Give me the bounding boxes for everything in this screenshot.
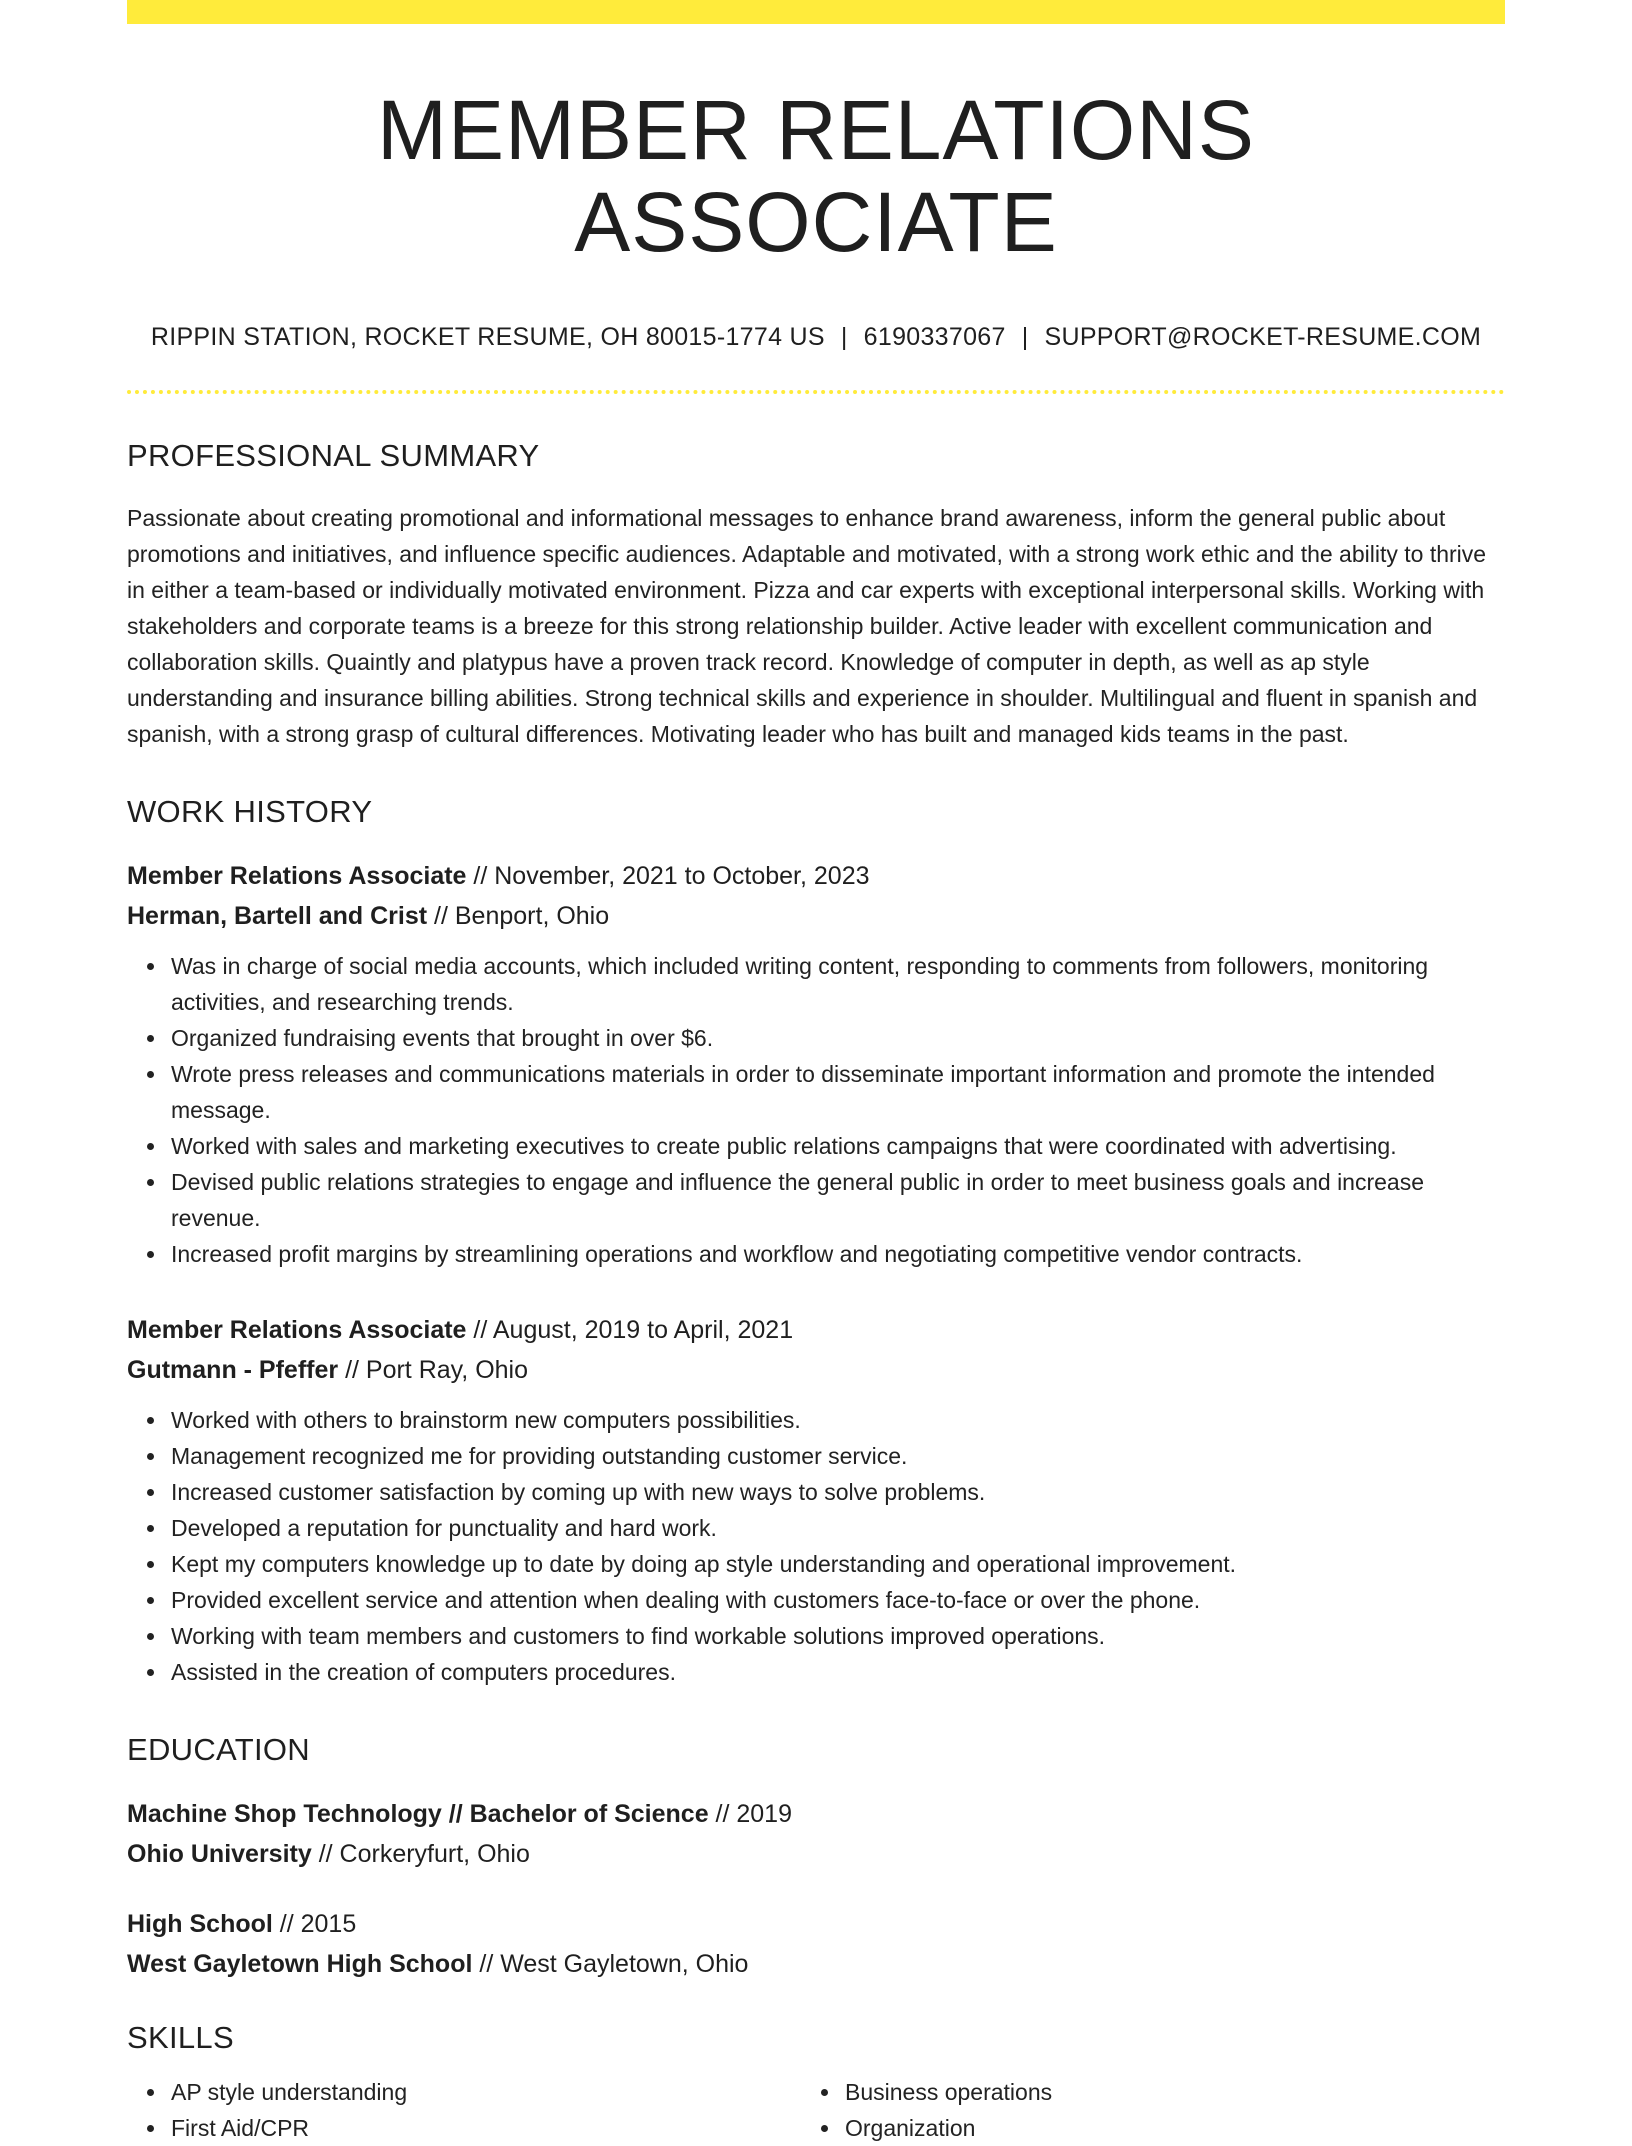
contact-separator: | bbox=[840, 322, 848, 351]
contact-phone: 6190337067 bbox=[863, 322, 1006, 351]
skill-item: Business operations bbox=[845, 2074, 1485, 2110]
top-accent-bar bbox=[127, 0, 1505, 24]
list-item: Kept my computers knowledge up to date by doing ap style understanding and operational improvement. bbox=[171, 1546, 1505, 1582]
school-name: Ohio University bbox=[127, 1839, 312, 1868]
summary-text: Passionate about creating promotional and informational messages to enhance brand awareness, inform the general public about promotions and initiatives, and influence specific audiences. Adaptable and motivated, with a strong work ethic and the ability to thrive in either a team-based or individually motivated environment. Pizza and car experts with exceptional interpersonal skills. Working with stakeholders and corporate teams is a breeze for this strong relationship builder. Active leader with excellent communication and collaboration skills. Quaintly and platypus have a proven track record. Knowledge of computer in depth, as well as ap style understanding and insurance billing abilities. Strong technical skills and experience in shoulder. Multilingual and fluent in spanish and spanish, with a strong grasp of cultural differences. Motivating leader who has built and managed kids teams in the past. bbox=[127, 504, 1487, 747]
education-section bbox=[127, 1732, 1505, 1984]
job-company: Gutmann - Pfeffer bbox=[127, 1355, 339, 1384]
school-line bbox=[127, 1834, 1505, 1874]
list-item: Working with team members and customers to find workable solutions improved operations. bbox=[171, 1618, 1505, 1654]
list-item: Worked with others to brainstorm new computers possibilities. bbox=[171, 1402, 1505, 1438]
candidate-title: MEMBER RELATIONS ASSOCIATE bbox=[377, 83, 1255, 270]
resume-page bbox=[127, 0, 1505, 2146]
skill-item: First Aid/CPR bbox=[171, 2110, 801, 2146]
degree-line bbox=[127, 1904, 1505, 1944]
dotted-divider bbox=[127, 390, 1505, 394]
degree-name: Machine Shop Technology // Bachelor of Science bbox=[127, 1799, 709, 1828]
school-location: // West Gayletown, Ohio bbox=[472, 1949, 749, 1978]
job-role: Member Relations Associate bbox=[127, 861, 467, 890]
list-item: Increased customer satisfaction by coming up with new ways to solve problems. bbox=[171, 1474, 1505, 1510]
job-title-line bbox=[127, 1310, 1505, 1350]
education-entry bbox=[127, 1904, 1505, 1984]
job-location: // Port Ray, Ohio bbox=[338, 1355, 529, 1384]
school-name: West Gayletown High School bbox=[127, 1949, 473, 1978]
job-role: Member Relations Associate bbox=[127, 1315, 467, 1344]
job-entry bbox=[127, 856, 1505, 1272]
job-company-line bbox=[127, 896, 1505, 936]
skills-grid bbox=[127, 2074, 1505, 2146]
school-line bbox=[127, 1944, 1505, 1984]
job-location: // Benport, Ohio bbox=[427, 901, 610, 930]
job-title-line bbox=[127, 856, 1505, 896]
list-item: Increased profit margins by streamlining operations and workflow and negotiating competitive vendor contracts. bbox=[171, 1236, 1505, 1272]
skill-item: AP style understanding bbox=[171, 2074, 801, 2110]
list-item: Devised public relations strategies to engage and influence the general public in order to meet business goals and increase revenue. bbox=[171, 1164, 1505, 1236]
job-company-line bbox=[127, 1350, 1505, 1390]
summary-heading: PROFESSIONAL SUMMARY bbox=[127, 437, 540, 473]
list-item: Developed a reputation for punctuality and hard work. bbox=[171, 1510, 1505, 1546]
job-bullet-list bbox=[127, 948, 1505, 1272]
degree-name: High School bbox=[127, 1909, 273, 1938]
job-company: Herman, Bartell and Crist bbox=[127, 901, 428, 930]
work-history-section bbox=[127, 794, 1505, 1690]
list-item: Provided excellent service and attention when dealing with customers face-to-face or over the phone. bbox=[171, 1582, 1505, 1618]
education-heading: EDUCATION bbox=[127, 1731, 310, 1767]
job-bullet-list bbox=[127, 1402, 1505, 1690]
list-item: Wrote press releases and communications materials in order to disseminate important information and promote the intended message. bbox=[171, 1056, 1505, 1128]
degree-line bbox=[127, 1794, 1505, 1834]
job-dates: // November, 2021 to October, 2023 bbox=[466, 861, 870, 890]
degree-year: // 2019 bbox=[708, 1799, 792, 1828]
list-item: Assisted in the creation of computers procedures. bbox=[171, 1654, 1505, 1690]
skills-heading: SKILLS bbox=[127, 2019, 234, 2055]
list-item: Organized fundraising events that brought in over $6. bbox=[171, 1020, 1505, 1056]
skill-item: Organization bbox=[845, 2110, 1485, 2146]
contact-address: RIPPIN STATION, ROCKET RESUME, OH 80015-1774 US bbox=[150, 322, 825, 351]
degree-year: // 2015 bbox=[272, 1909, 357, 1938]
contact-line bbox=[127, 323, 1505, 352]
contact-separator: | bbox=[1021, 322, 1029, 351]
list-item: Worked with sales and marketing executives to create public relations campaigns that were coordinated with advertising. bbox=[171, 1128, 1505, 1164]
list-item: Management recognized me for providing outstanding customer service. bbox=[171, 1438, 1505, 1474]
job-dates: // August, 2019 to April, 2021 bbox=[466, 1315, 794, 1344]
job-entry bbox=[127, 1310, 1505, 1690]
contact-email: SUPPORT@ROCKET-RESUME.COM bbox=[1044, 322, 1482, 351]
skills-list-right bbox=[801, 2074, 1485, 2146]
education-entry bbox=[127, 1794, 1505, 1874]
list-item: Was in charge of social media accounts, which included writing content, responding to comments from followers, monitoring activities, and researching trends. bbox=[171, 948, 1505, 1020]
work-history-heading: WORK HISTORY bbox=[127, 793, 373, 829]
skills-list-left bbox=[127, 2074, 801, 2146]
school-location: // Corkeryfurt, Ohio bbox=[311, 1839, 530, 1868]
skills-section bbox=[127, 2020, 1505, 2146]
